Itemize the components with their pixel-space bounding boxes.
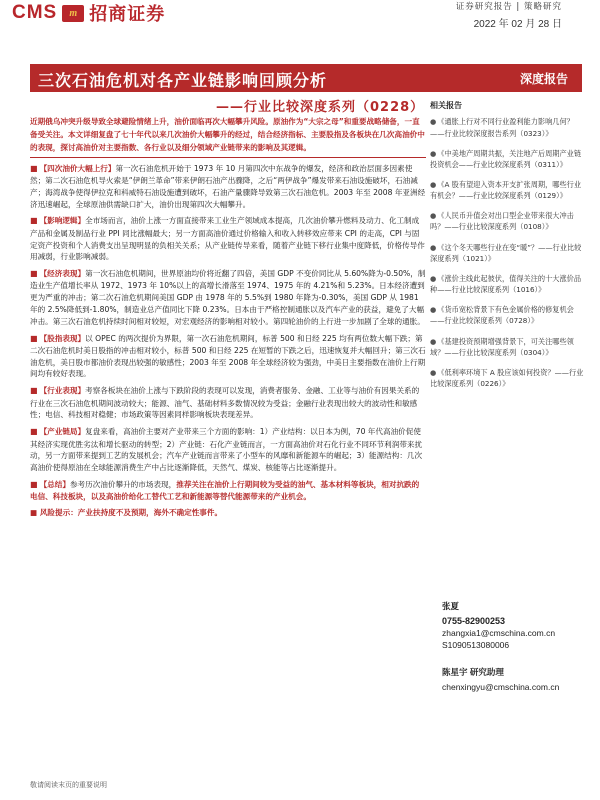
related-report-link[interactable]: ●《A 股有望迎入资本开支扩张周期，哪些行业有机会？——行业比较深度系列（0129）》 (430, 180, 582, 201)
section-text: 复盘来看，高油价主要对产业带来三个方面的影响：1）产业结构：以日本为例，70 年代高油价促使其经济实现优胜劣汰和增长驱动的转型；2）产业链：石化产业链而言，一方面高油价对石化行业不同环节利润带来扰动，另一方面带来提到工艺的发展机会；汽车产业链而言带来了小型车的风靡和新能源车的崛起；3）能源结构：几次高油价使得原油在全球能源消费生产中占比逐渐降低，天然气、煤炭、核能等占比逐渐提升。 (30, 427, 423, 473)
main-content (30, 116, 426, 519)
analyst-name: 陈星宇 研究助理 (442, 667, 504, 677)
related-report-link[interactable]: ●《基建投资预期增强背景下，可关注哪些领域？——行业比较深度系列（0304）》 (430, 336, 574, 357)
section-summary (30, 479, 426, 503)
title-banner (30, 64, 582, 92)
bullet-icon: ■ (30, 386, 38, 396)
related-report-link[interactable]: ●《货币宽松背景下有色金属价格的修复机会——行业比较深度系列（0728）》 (430, 305, 574, 326)
section-oil-price (30, 163, 426, 211)
related-report-link[interactable]: ●《低利率环境下 A 股应该如何投资？——行业比较深度系列（0226）》 (430, 367, 584, 389)
bullet-icon: ■ (30, 333, 38, 343)
analyst-email[interactable]: zhangxia1@cmschina.com.cn (442, 628, 556, 638)
report-tag: 深度报告 (519, 72, 568, 86)
section-label: 【行业表现】 (39, 386, 86, 396)
summary-emphasis: 推荐关注在油价上行期间较为受益的油气、基本材料等板块，相对抗跌的电信、科技板块，以及高油价给化工替代工艺和新能源等替代能源带来的产业机会。 (30, 479, 420, 502)
report-subtitle: ——行业比较深度系列（0228） (216, 100, 425, 115)
bullet-icon: ■ (30, 163, 38, 173)
bullet-icon: ■ (30, 479, 38, 489)
section-text: 全市场而言，油价上涨一方面直接带来工业生产领域成本提高，几次油价攀升燃料及动力、化工制成产品和金属及制品行业 PPI 同比涨幅最大；另一方面高油价通过价格输入和收入转移效应带来 CPI 的走高，CPI 与固定资产投资和个人消费支出呈现明显的负相关关系；从产业链传导来看，随着产业链下移行业集中度降低，价格传导作用减弱，行业影响减弱。 (30, 216, 425, 262)
related-report-link[interactable]: ●《涨价主线此起彼伏，值得关注的十大涨价品种——行业比较深度系列（1016）》 (430, 273, 582, 295)
bullet-icon: ■ (30, 508, 40, 517)
analyst-cert: S1090513080006 (442, 640, 510, 650)
related-reports (430, 100, 586, 398)
section-label: 【产业链局】 (39, 427, 86, 437)
analyst-1 (442, 600, 592, 650)
logo-text-en: CMS (12, 2, 58, 23)
section-economy (30, 268, 426, 327)
section-label: 【经济表现】 (39, 269, 86, 279)
logo-text-cn: 招商证券 (89, 4, 166, 25)
section-industry (30, 385, 426, 421)
risk-text: 风险提示：产业扶持度不及预期，海外不确定性事件。 (39, 508, 223, 517)
footer-note: 敬请阅读末页的重要说明 (30, 781, 107, 789)
section-label: 【股指表现】 (39, 333, 86, 343)
analyst-phone: 0755-82900253 (442, 616, 506, 626)
related-report-link[interactable]: ●《这个冬天哪些行业在变“暖”？——行业比较深度系列（1021）》 (430, 242, 582, 263)
abstract: 近期俄乌冲突升级导致全球避险情绪上升，油价面临再次大幅攀升风险。原油作为“大宗之母”和重要战略储备，一直备受关注。本文详细复盘了七十年代以来几次油价大幅攀升的经过，结合经济指标、主要股指及各板块在几次高油价中的表现，探讨高油价对主要指数、各行业以及细分领域产业链带来的影响及其逻辑。 (30, 116, 426, 158)
section-label: 【影响逻辑】 (39, 216, 86, 226)
company-logo (12, 0, 165, 26)
risk-warning (30, 507, 426, 519)
bullet-icon: ■ (30, 216, 38, 226)
related-report-link[interactable]: ●《人民币升值会对出口型企业带来很大冲击吗？——行业比较深度系列（0108）》 (430, 211, 574, 232)
section-label: 【总结】 (39, 479, 70, 489)
section-text: 以 OPEC 的两次提价为界限，第一次石油危机期间，标普 500 和日经 225 均有两位数大幅下跌；第二次石油危机时美日股指的冲击相对较小，标普 500 和日经 225 在短暂的下跌之后，迅速恢复并大幅回升；第三次石油危机，美日股市都油价表现出较强的敏感性；2003 年至 2008 年全球经济较为强劲，中美日主要指数在油价上行期间均有较好表现。 (30, 333, 426, 379)
section-text: 第一次石油危机期间，世界原油均价将近翻了四倍，美国 GDP 不变价同比从 5.60%降为-0.50%，制造业生产值增长率从 1972、1973 年 10%以上的高增长滑落至 1974、1975 年的 4.21%和 5.23%。日本经济遭到更为严重的冲击；第二次石油危机期间美国 GDP 由 1978 年的 5.5%到 1980 年降为-0.30%，美国 GDP 从 1981 年的 2.5%降低到-1.80%，制造业总产值同比下降 0.23%。日本由于严格控制通胀以及汽车产业的获益，避免了大幅冲击。第三次石油危机持续时间相对较短，对宏观经济的影响相对较小。第四轮油价的上行进一步加剧了全球的通胀。 (30, 269, 426, 326)
analyst-2 (442, 666, 592, 692)
section-chain (30, 426, 426, 474)
related-heading: 相关报告 (430, 101, 462, 110)
section-text: 考察各板块在油价上涨与下跌阶段的表现可以发现，消费者服务、金融、工业等与油价有因果关系的行业在三次石油危机期间波动较大；能源、油气、基础材料多数情况较为受益；金融行业表现出较大的波动性和敏感性；电信、科技相对稳健；市场政策等因素同样影响板块表现差异。 (30, 386, 420, 420)
bullet-icon: ■ (30, 427, 38, 437)
section-label: 【四次油价大幅上行】 (39, 163, 116, 173)
analyst-name: 张夏 (442, 601, 460, 611)
report-type: 证券研究报告 | 策略研究 (455, 2, 562, 12)
report-title: 三次石油危机对各产业链影响回顾分析 (38, 71, 328, 90)
section-logic (30, 215, 426, 263)
related-report-link[interactable]: ●《通胀上行对不同行业盈利能力影响几何？——行业比较深度报告系列（0323）》 (430, 117, 574, 138)
section-text: 第一次石油危机开始于 1973 年 10 月第四次中东战争的爆发，经济和政治层面多因素使然；第二次石油危机导火索是“伊朗兰革命”带来伊朗石油产出骤降，之后“两伊战争”爆发带来石油设施破坏，石油减产；海湾战争使得伊拉克和科威特石油设施遭到破坏，石油产量骤降导致第三次石油危机。2003 年至 2008 年亚洲经济迅速崛起，全球原油供需缺口扩大，油价出现第四次大幅攀升。 (30, 163, 426, 209)
section-text: 参考历次油价攀升的市场表现， (69, 479, 177, 489)
related-report-link[interactable]: ●《中美地产周期共振，关注地产后周期产业链投资机会——行业比较深度系列（0311）》 (430, 148, 582, 169)
section-index (30, 333, 426, 381)
report-date: 2022 年 02 月 28 日 (473, 19, 562, 30)
report-meta (456, 0, 562, 30)
logo-mark-icon: m (62, 5, 84, 22)
analyst-email[interactable]: chenxingyu@cmschina.com.cn (442, 682, 560, 692)
bullet-icon: ■ (30, 269, 38, 279)
